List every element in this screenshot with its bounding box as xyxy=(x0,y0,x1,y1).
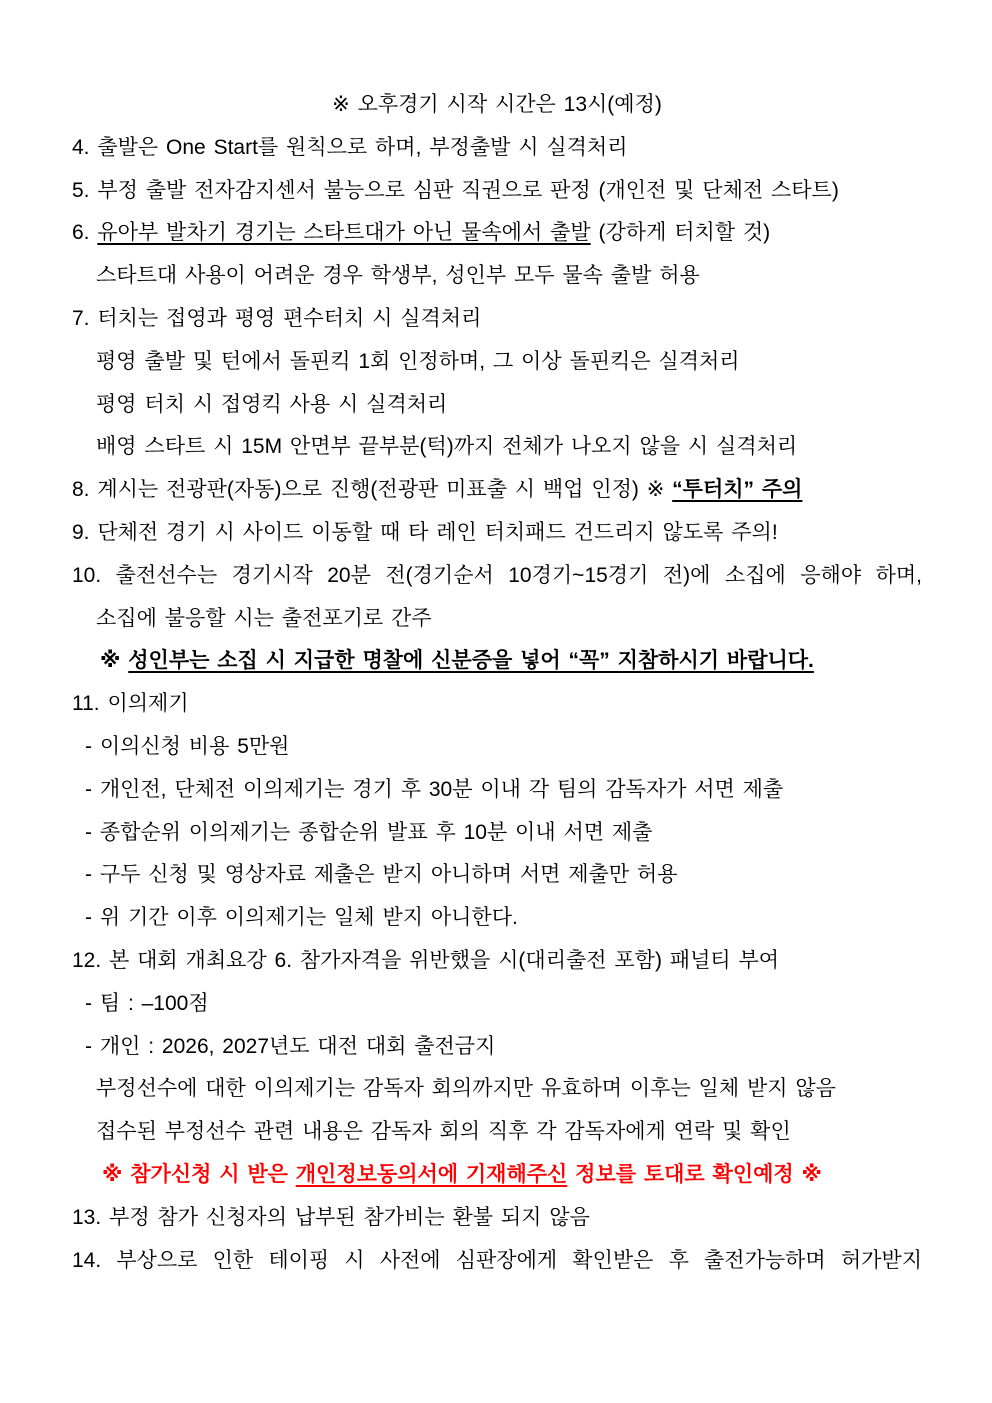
document-line xyxy=(72,1197,922,1240)
text-run: “투터치” 주의 xyxy=(672,478,803,502)
document-line xyxy=(72,1026,922,1069)
text-run: 평영 출발 및 턴에서 돌핀킥 1회 인정하며, 그 이상 돌핀킥은 실격처리 xyxy=(96,349,740,373)
text-run: 5. 부정 출발 전자감지센서 불능으로 심판 직권으로 판정 (개인전 및 단체전 스타트) xyxy=(72,178,839,202)
document-line xyxy=(72,255,922,298)
text-run: 7. 터치는 접영과 평영 편수터치 시 실격처리 xyxy=(72,306,482,330)
document-line xyxy=(72,555,922,598)
document-line xyxy=(72,598,922,641)
text-run: 성인부는 소집 시 지급한 명찰에 신분증을 넣어 “꼭” 지참하시기 바랍니다. xyxy=(128,649,814,673)
text-run: 배영 스타트 시 15M 안면부 끝부분(턱)까지 전체가 나오지 않을 시 실격처리 xyxy=(96,435,798,459)
document-line xyxy=(72,84,922,127)
text-run: - 팀 : –100점 xyxy=(85,991,209,1015)
document-line xyxy=(72,127,922,170)
text-run: ※ 오후경기 시작 시간은 13시(예정) xyxy=(332,93,662,116)
text-run: 접수된 부정선수 관련 내용은 감독자 회의 직후 각 감독자에게 연락 및 확인 xyxy=(96,1120,791,1144)
text-run: - 개인 : 2026, 2027년도 대전 대회 출전금지 xyxy=(85,1034,496,1058)
text-run: 평영 터치 시 접영킥 사용 시 실격처리 xyxy=(96,392,448,416)
document-line xyxy=(72,1068,922,1111)
warning-text-run: 정보를 토대로 확인예정 ※ xyxy=(567,1162,822,1186)
text-run: 유아부 발차기 경기는 스타트대가 아닌 물속에서 출발 xyxy=(97,221,591,245)
text-run: - 이의신청 비용 5만원 xyxy=(85,734,290,758)
text-run: 14. 부상으로 인한 테이핑 시 사전에 심판장에게 확인받은 후 출전가능하며 허가받지 xyxy=(72,1248,922,1272)
text-run: - 위 기간 이후 이의제기는 일체 받지 아니한다. xyxy=(85,906,518,930)
document-line xyxy=(72,897,922,940)
document-line xyxy=(72,469,922,512)
document-line xyxy=(72,341,922,384)
text-run: 12. 본 대회 개최요강 6. 참가자격을 위반했을 시(대리출전 포함) 패널티 부여 xyxy=(72,948,780,972)
document-line xyxy=(72,940,922,983)
text-run: ※ xyxy=(100,649,129,673)
document-line xyxy=(72,426,922,469)
document-line xyxy=(72,512,922,555)
text-run: - 개인전, 단체전 이의제기는 경기 후 30분 이내 각 팀의 감독자가 서면 제출 xyxy=(85,777,784,801)
text-run: 10. 출전선수는 경기시작 20분 전(경기순서 10경기~15경기 전)에 소집에 응해야 하며, xyxy=(72,563,922,587)
document-line xyxy=(72,1154,922,1197)
document-line xyxy=(72,212,922,255)
document-line xyxy=(72,1111,922,1154)
text-run: (강하게 터치할 것) xyxy=(590,221,771,245)
text-run: - 종합순위 이의제기는 종합순위 발표 후 10분 이내 서면 제출 xyxy=(85,820,653,844)
document-line xyxy=(72,683,922,726)
document-body xyxy=(72,84,922,1282)
document-line xyxy=(72,640,922,683)
document-line xyxy=(72,298,922,341)
text-run: 8. 계시는 전광판(자동)으로 진행(전광판 미표출 시 백업 인정) ※ xyxy=(72,478,673,502)
text-run: 4. 출발은 One Start를 원칙으로 하며, 부정출발 시 실격처리 xyxy=(72,135,628,159)
text-run: 6. xyxy=(72,221,98,245)
text-run: 스타트대 사용이 어려운 경우 학생부, 성인부 모두 물속 출발 허용 xyxy=(96,264,700,288)
text-run: 11. 이의제기 xyxy=(72,692,189,716)
document-line xyxy=(72,1240,922,1283)
text-run: - 구두 신청 및 영상자료 제출은 받지 아니하며 서면 제출만 허용 xyxy=(85,863,678,887)
text-run: 부정선수에 대한 이의제기는 감독자 회의까지만 유효하며 이후는 일체 받지 않음 xyxy=(96,1077,836,1101)
warning-text-run: ※ 참가신청 시 받은 xyxy=(102,1162,296,1186)
text-run: 9. 단체전 경기 시 사이드 이동할 때 타 레인 터치패드 건드리지 않도록 주의! xyxy=(72,520,778,544)
document-line xyxy=(72,769,922,812)
document-line xyxy=(72,170,922,213)
warning-text-run: 개인정보동의서에 기재해주신 xyxy=(295,1162,568,1186)
text-run: 소집에 불응할 시는 출전포기로 간주 xyxy=(96,606,432,630)
document-line xyxy=(72,726,922,769)
document-line xyxy=(72,812,922,855)
document-line xyxy=(72,983,922,1026)
document-line xyxy=(72,384,922,427)
text-run: 13. 부정 참가 신청자의 납부된 참가비는 환불 되지 않음 xyxy=(72,1205,590,1229)
document-line xyxy=(72,854,922,897)
